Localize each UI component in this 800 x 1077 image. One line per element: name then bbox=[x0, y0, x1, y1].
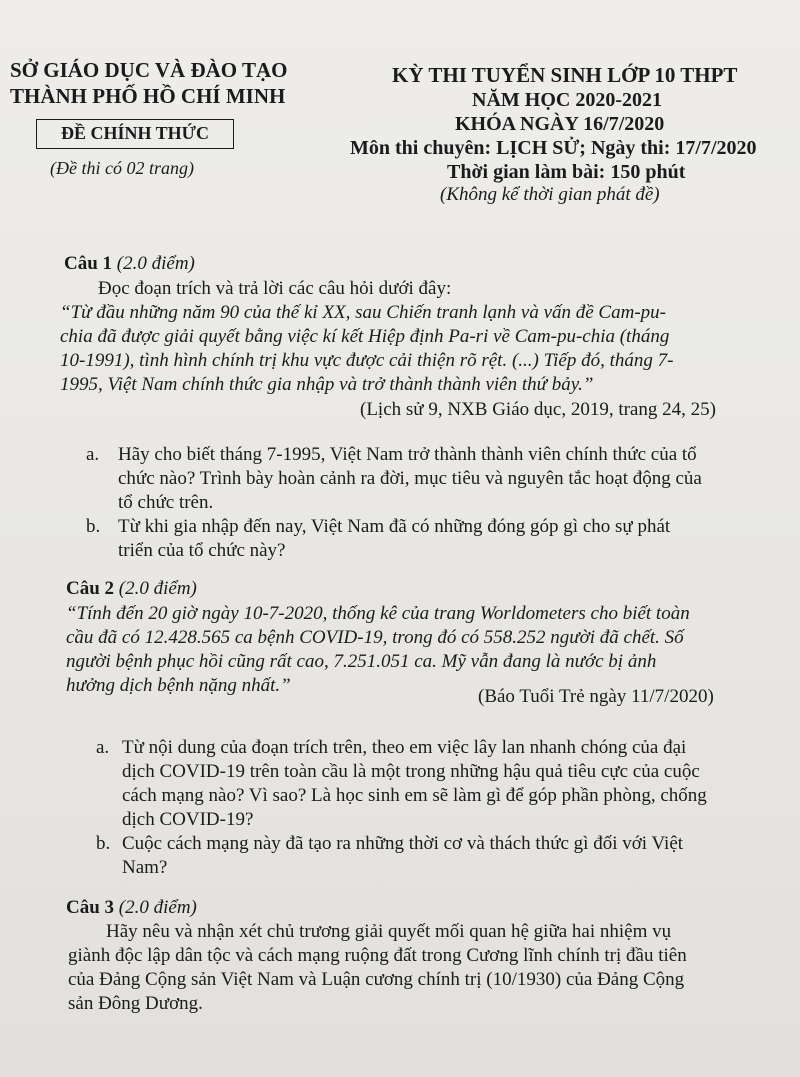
question-1a-line: Hãy cho biết tháng 7-1995, Việt Nam trở thành thành viên chính thức của tổ bbox=[118, 444, 697, 465]
question-2-quote-line: cầu đã có 12.428.565 ca bệnh COVID-19, trong đó có 558.252 người đã chết. Số bbox=[66, 627, 684, 648]
question-2-quote-line: hưởng dịch bệnh nặng nhất.” bbox=[66, 675, 291, 696]
question-1a-label: a. bbox=[86, 444, 100, 465]
question-2-title bbox=[66, 578, 197, 600]
question-1-source: (Lịch sử 9, NXB Giáo dục, 2019, trang 24, 25) bbox=[360, 399, 716, 420]
exam-session: KHÓA NGÀY 16/7/2020 bbox=[455, 113, 665, 135]
question-1-quote-line: 1995, Việt Nam chính thức gia nhập và trở thành thành viên thứ bảy.” bbox=[60, 374, 594, 395]
question-1b-label: b. bbox=[86, 516, 101, 537]
question-3-line: giành độc lập dân tộc và cách mạng ruộng đất trong Cương lĩnh chính trị đầu tiên bbox=[68, 945, 687, 966]
duration: Thời gian làm bài: 150 phút bbox=[447, 161, 686, 183]
question-1-quote-line: chia đã được giải quyết bằng việc kí kết Hiệp định Pa-ri về Cam-pu-chia (tháng bbox=[60, 326, 670, 347]
question-3-line: của Đảng Cộng sản Việt Nam và Luận cương chính trị (10/1930) của Đảng Cộng bbox=[68, 969, 685, 990]
question-2b-label: b. bbox=[96, 833, 111, 854]
question-2-quote-line: người bệnh phục hồi cũng rất cao, 7.251.051 ca. Mỹ vẫn đang là nước bị ảnh bbox=[66, 651, 657, 672]
question-3-number: Câu 3 bbox=[66, 897, 115, 918]
question-3-title bbox=[66, 897, 197, 919]
question-2-source: (Báo Tuổi Trẻ ngày 11/7/2020) bbox=[478, 686, 714, 707]
question-1b-line: Từ khi gia nhập đến nay, Việt Nam đã có những đóng góp gì cho sự phát bbox=[118, 516, 671, 537]
question-1-title bbox=[64, 253, 195, 275]
duration-note: (Không kể thời gian phát đề) bbox=[440, 184, 660, 205]
exam-title: KỲ THI TUYỂN SINH LỚP 10 THPT bbox=[392, 63, 738, 87]
question-1a-line: tổ chức trên. bbox=[118, 492, 214, 513]
school-year: NĂM HỌC 2020-2021 bbox=[472, 89, 662, 111]
question-2b-line: Nam? bbox=[122, 857, 168, 878]
question-3-line: sản Đông Dương. bbox=[68, 993, 203, 1014]
question-2b-line: Cuộc cách mạng này đã tạo ra những thời cơ và thách thức gì đối với Việt bbox=[122, 833, 684, 854]
question-2a-line: Từ nội dung của đoạn trích trên, theo em việc lây lan nhanh chóng của đại bbox=[122, 737, 687, 758]
question-2a-line: dịch COVID-19 trên toàn cầu là một trong những hậu quả tiêu cực của cuộc bbox=[122, 761, 700, 782]
question-2-points: (2.0 điểm) bbox=[118, 578, 197, 599]
question-1-quote-line: “Từ đầu những năm 90 của thế kỉ XX, sau Chiến tranh lạnh và vấn đề Cam-pu- bbox=[60, 302, 666, 323]
official-exam-label: ĐỀ CHÍNH THỨC bbox=[36, 119, 234, 149]
question-1-instruction: Đọc đoạn trích và trả lời các câu hỏi dưới đây: bbox=[98, 278, 452, 299]
question-1-quote-line: 10-1991), tình hình chính trị khu vực được cải thiện rõ rệt. (...) Tiếp đó, tháng 7- bbox=[60, 350, 674, 371]
question-2a-line: dịch COVID-19? bbox=[122, 809, 254, 830]
question-1a-line: chức nào? Trình bày hoàn cảnh ra đời, mục tiêu và nguyên tắc hoạt động của bbox=[118, 468, 702, 489]
pages-note: (Đề thi có 02 trang) bbox=[50, 158, 194, 178]
question-1-points: (2.0 điểm) bbox=[116, 253, 195, 274]
question-1-number: Câu 1 bbox=[64, 253, 113, 274]
subject-line: Môn thi chuyên: LỊCH SỬ; Ngày thi: 17/7/2020 bbox=[350, 137, 757, 159]
question-2a-line: cách mạng nào? Vì sao? Là học sinh em sẽ làm gì để góp phần phòng, chống bbox=[122, 785, 707, 806]
question-2-quote-line: “Tính đến 20 giờ ngày 10-7-2020, thống kê của trang Worldometers cho biết toàn bbox=[66, 603, 690, 624]
question-3-points: (2.0 điểm) bbox=[118, 897, 197, 918]
question-1b-line: triển của tổ chức này? bbox=[118, 540, 286, 561]
question-2-number: Câu 2 bbox=[66, 578, 115, 599]
org-name-line2: THÀNH PHỐ HỒ CHÍ MINH bbox=[10, 84, 286, 108]
question-3-line: Hãy nêu và nhận xét chủ trương giải quyết mối quan hệ giữa hai nhiệm vụ bbox=[106, 921, 672, 942]
org-name-line1: SỞ GIÁO DỤC VÀ ĐÀO TẠO bbox=[10, 58, 288, 82]
question-2a-label: a. bbox=[96, 737, 110, 758]
